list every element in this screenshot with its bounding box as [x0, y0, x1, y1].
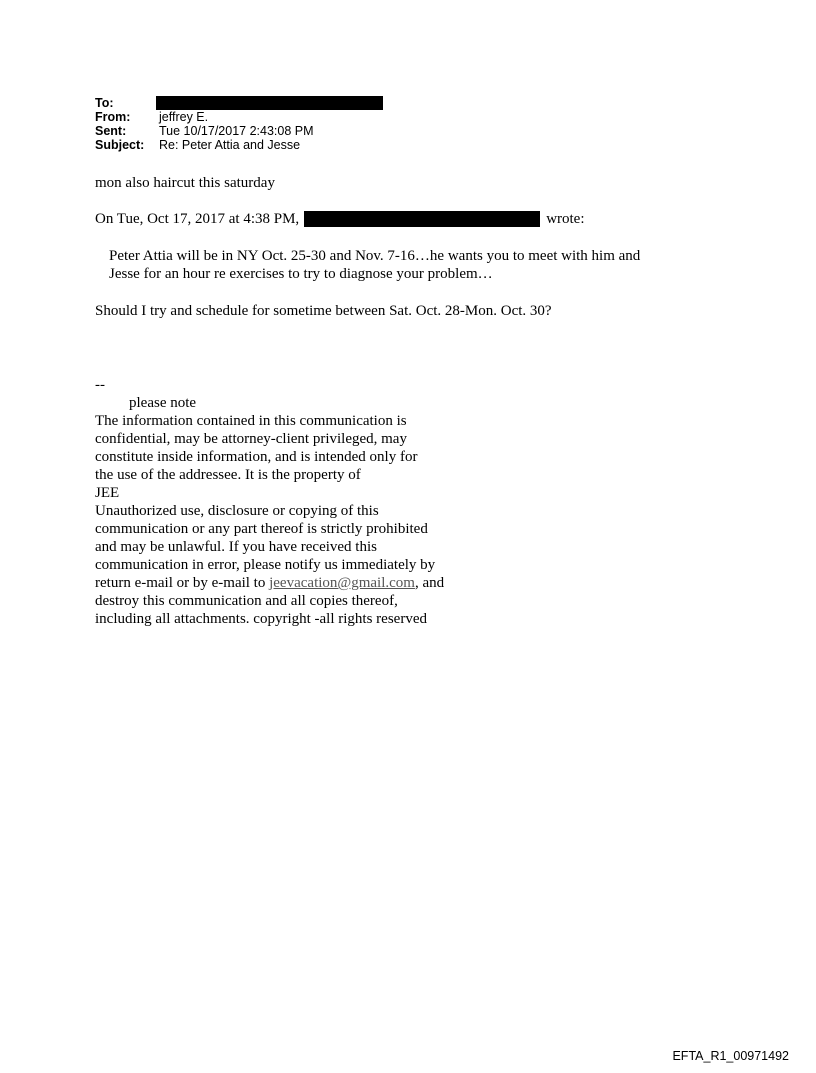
email-line-prefix: return e-mail or by e-mail to — [95, 575, 270, 591]
sent-label: Sent: — [95, 124, 127, 138]
subject-row — [95, 138, 383, 152]
signature-dashes: -- — [95, 377, 105, 393]
disclaimer-line: The information contained in this communication is — [95, 413, 407, 429]
email-line-suffix: , and — [414, 575, 445, 591]
disclaimer-line: and may be unlawful. If you have received this — [95, 539, 377, 555]
from-label: From: — [95, 110, 131, 124]
disclaimer-line: constitute inside information, and is intended only for — [95, 449, 418, 465]
to-row — [95, 96, 383, 110]
quote-intro — [95, 210, 585, 228]
signature-block — [95, 376, 444, 628]
sent-value: Tue 10/17/2017 2:43:08 PM — [159, 124, 314, 138]
redaction-bar — [156, 96, 383, 110]
subject-value: Re: Peter Attia and Jesse — [159, 138, 301, 152]
disclaimer-line: the use of the addressee. It is the property of — [95, 467, 361, 483]
quoted-line: Jesse for an hour re exercises to try to diagnose your problem… — [109, 266, 493, 282]
email-link[interactable]: jeevacation@gmail.com — [269, 575, 415, 591]
quote-intro-prefix: On Tue, Oct 17, 2017 at 4:38 PM, — [95, 211, 300, 227]
disclaimer-line: Unauthorized use, disclosure or copying of this — [95, 503, 379, 519]
email-header — [95, 96, 383, 152]
from-row — [95, 110, 383, 124]
disclaimer-line: destroy this communication and all copies thereof, — [95, 593, 398, 609]
disclaimer-line: communication or any part thereof is strictly prohibited — [95, 521, 428, 537]
question-line: Should I try and schedule for sometime between Sat. Oct. 28-Mon. Oct. 30? — [95, 303, 552, 319]
please-note: please note — [129, 395, 197, 411]
from-value: jeffrey E. — [159, 110, 209, 124]
quoted-message — [109, 247, 640, 283]
sent-row — [95, 124, 383, 138]
disclaimer-line: JEE — [95, 485, 120, 501]
to-label: To: — [95, 96, 114, 110]
quoted-line: Peter Attia will be in NY Oct. 25-30 and Nov. 7-16…he wants you to meet with him and — [109, 248, 641, 264]
redaction-bar — [304, 211, 540, 227]
disclaimer-line: including all attachments. copyright -all rights reserved — [95, 611, 427, 627]
reply-message: mon also haircut this saturday — [95, 175, 275, 191]
quote-intro-suffix: wrote: — [546, 211, 585, 227]
disclaimer-line: confidential, may be attorney-client privileged, may — [95, 431, 407, 447]
document-id: EFTA_R1_00971492 — [672, 1049, 789, 1063]
disclaimer-email-line — [95, 574, 444, 592]
subject-label: Subject: — [95, 138, 145, 152]
disclaimer-line: communication in error, please notify us immediately by — [95, 557, 436, 573]
